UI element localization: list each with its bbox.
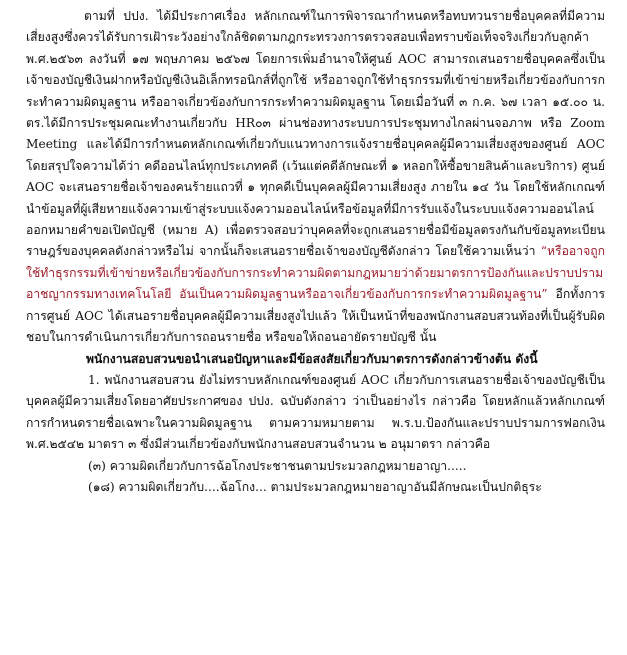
- intro-text-continued: อีกทั้งการการศูนย์ AOC ได้เสนอรายชื่อบุคคลผู้มีความเสี่ยงสูงไปแล้ว ให้เป็นหน้าที่ของพนักงานสอบสวนท้องที่เป็นผู้รับผิดชอบในการดำเนินการเกี่ยวกับการถอนรายชื่อ หรือขอให้ถอนอายัดรายบัญชี นั้น: [26, 287, 605, 345]
- list-item: (๓) ความผิดเกี่ยวกับการฉ้อโกงประชาชนตามประมวลกฎหมายอาญา.....: [88, 458, 467, 473]
- intro-paragraph: [26, 6, 605, 349]
- quoted-opinion: “หรืออาจถูกใช้ทำธุรกรรมที่เข้าข่ายหรือเกี่ยวข้องกับการกระทำความผิดตามกฎหมายว่าด้วยมาตรการป้องกันและปราบปรามอาชญากรรมทางเทคโนโลยี อันเป็นความผิดมูลฐานหรืออาจเกี่ยวข้องกับการกระทำความผิดมูลฐาน”: [26, 244, 605, 302]
- list-item: (๑๘) ความผิดเกี่ยวกับ....ฉ้อโกง... ตามประมวลกฎหมายอาญาอันมีลักษณะเป็นปกติธุระ: [88, 479, 542, 494]
- point-1-paragraph: 1. พนักงานสอบสวน ยังไม่ทราบหลักเกณฑ์ของศูนย์ AOC เกี่ยวกับการเสนอรายชื่อเจ้าของบัญชีเป็นบุคคลผู้มีความเสี่ยงโดยอาศัยประกาศของ ปปง. ฉบับดังกล่าว ว่าเป็นอย่างไร กล่าวคือ โดยหลักแล้วหลักเกณฑ์การกำหนดรายชื่อเฉพาะในความผิดมูลฐาน ตามความหมายตาม พ.ร.บ.ป้องกันและปราบปรามการฟอกเงิน พ.ศ.๒๕๔๒ มาตรา ๓ ซึ่งมีส่วนเกี่ยวข้องกับพนักงานสอบสวนจำนวน ๒ อนุมาตรา กล่าวคือ: [26, 372, 605, 452]
- section-heading: พนักงานสอบสวนขอนำเสนอปัญหาและมีข้อสงสัยเกี่ยวกับมาตรการดังกล่าวข้างต้น ดังนี้: [86, 351, 538, 366]
- intro-text: ตามที่ ปปง. ได้มีประกาศเรื่อง หลักเกณฑ์ในการพิจารณากำหนดหรือทบทวนรายชื่อบุคคลที่มีความเสี่ยงสูงซึ่งควรได้รับการเฝ้าระวังอย่างใกล้ชิดตามกฎกระทรวงการตรวจสอบเพื่อทราบข้อเท็จจริงเกี่ยวกับลูกค้า พ.ศ.๒๕๖๓ ลงวันที่ ๑๗ พฤษภาคม ๒๕๖๗ โดยการเพิ่มอำนาจให้ศูนย์ AOC สามารถเสนอรายชื่อบุคคลซึ่งเป็นเจ้าของบัญชีเงินฝากหรือบัญชีเงินอิเล็กทรอนิกส์ที่ถูกใช้ หรืออาจถูกใช้ทำธุรกรรมที่เข้าข่ายหรือเกี่ยวข้องกับการกระทำความผิดมูลฐาน หรืออาจเกี่ยวข้องกับการกระทำความผิดมูลฐาน โดยเมื่อวันที่ ๓ ก.ค. ๖๗ เวลา ๑๕.๐๐ น. ตร.ได้มีการประชุมคณะทำงานเกี่ยวกับ HR๐๓ ผ่านช่องทางระบบการประชุมทางไกลผ่านจอภาพ หรือ Zoom Meeting และได้มีการกำหนดหลักเกณฑ์เกี่ยวกับแนวทางการแจ้งรายชื่อบุคคลผู้มีความเสี่ยงสูงของศูนย์ AOC โดยสรุปใจความได้ว่า คดีออนไลน์ทุกประเภทคดี (เว้นแต่คดีลักษณะที่ ๑ หลอกให้ซื้อขายสินค้าและบริการ) ศูนย์ AOC จะเสนอรายชื่อเจ้าของคนร้ายแถวที่ ๑ ทุกคดีเป็นบุคคลผู้มีความเสี่ยงสูง ภายใน ๑๔ วัน โดยใช้หลักเกณฑ์ นำข้อมูลที่ผู้เสียหายแจ้งความเข้าสู่ระบบแจ้งความออนไลน์หรือข้อมูลที่มีการรับแจ้งในระบบแจ้งความออนไลน์ ออกหมายคำขอเปิดบัญชี (หมาย A) เพื่อตรวจสอบว่าบุคคลที่จะถูกเสนอรายชื่อมีข้อมูลตรงกันกับข้อมูลทะเบียนราษฎร์ของบุคคลดังกล่าวหรือไม่ จากนั้นก็จะเสนอรายชื่อเจ้าของบัญชีดังกล่าว โดยใช้ความเห็นว่า: [26, 9, 605, 259]
